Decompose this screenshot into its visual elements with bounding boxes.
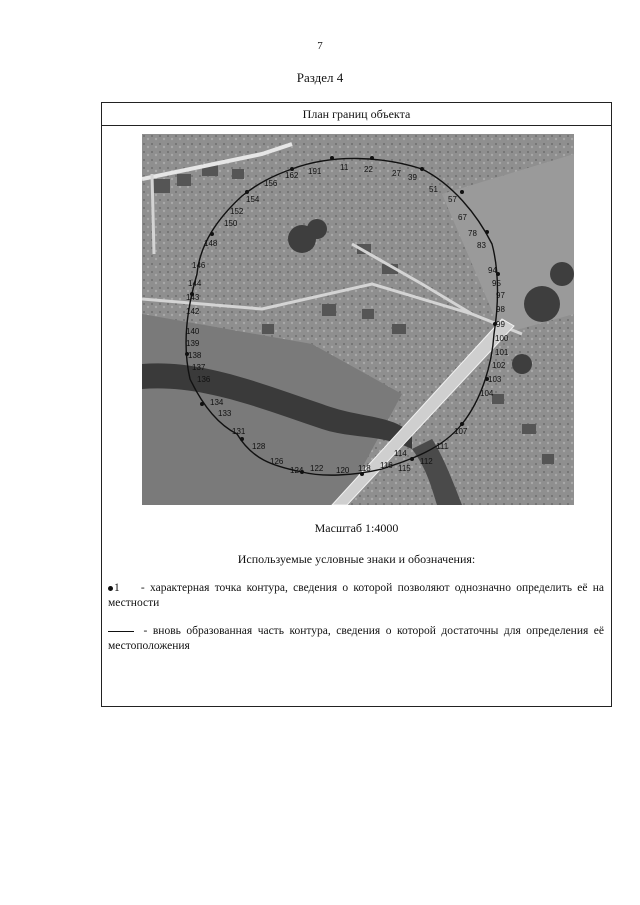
point-label: 57 — [448, 195, 457, 204]
point-label: 120 — [336, 466, 350, 475]
point-label: 142 — [186, 307, 200, 316]
point-label: 143 — [186, 293, 200, 302]
point-label: 39 — [408, 173, 417, 182]
point-label: 104 — [480, 389, 494, 398]
point-label: 138 — [188, 351, 202, 360]
point-label: 95 — [492, 279, 501, 288]
point-label: 78 — [468, 229, 477, 238]
point-label: 97 — [496, 291, 505, 300]
point-label: 22 — [364, 165, 373, 174]
contour-line-icon — [108, 631, 134, 632]
point-label: 126 — [270, 457, 284, 466]
section-title: Раздел 4 — [296, 70, 344, 85]
legend-point-text: - характерная точка контура, сведения о которой позволяют однозначно определить её на местности — [108, 582, 604, 609]
point-label: 115 — [398, 464, 411, 473]
point-marker-icon — [108, 586, 113, 591]
point-label: 114 — [394, 449, 407, 458]
point-label: 112 — [420, 457, 433, 466]
road — [152, 174, 154, 254]
legend-item-line — [108, 624, 604, 654]
point-label: 133 — [218, 409, 232, 418]
point-label: 150 — [224, 219, 238, 228]
point-label: 146 — [192, 261, 206, 270]
point-label: 51 — [429, 185, 438, 194]
point-label: 122 — [310, 464, 324, 473]
point-label: 156 — [264, 179, 278, 188]
point-label: 131 — [232, 427, 246, 436]
point-label: 136 — [197, 375, 211, 384]
point-label: 98 — [496, 305, 505, 314]
point-label: 116 — [380, 461, 393, 470]
point-label: 118 — [358, 464, 371, 473]
point-label: 100 — [495, 334, 509, 343]
point-label: 191 — [308, 167, 322, 176]
point-label: 134 — [210, 398, 224, 407]
point-label: 94 — [488, 266, 497, 275]
point-label: 103 — [488, 375, 502, 384]
point-label: 99 — [496, 320, 505, 329]
point-label: 83 — [477, 241, 486, 250]
frame-header: План границ объекта — [102, 103, 611, 126]
legend-point-label: 1 — [114, 582, 120, 594]
point-label: 140 — [186, 327, 200, 336]
point-label: 107 — [454, 427, 468, 436]
aerial-map — [142, 134, 574, 505]
point-label: 162 — [285, 171, 299, 180]
legend-line-text: - вновь образованная часть контура, сведения о которой достаточны для определения её местоположения — [108, 625, 605, 652]
point-label: 124 — [290, 466, 304, 475]
point-label: 67 — [458, 213, 467, 222]
boundary-plan-frame — [101, 102, 612, 707]
point-label: 137 — [192, 363, 206, 372]
point-label: 11 — [340, 163, 349, 172]
point-label: 139 — [186, 339, 200, 348]
page-number: 7 — [317, 40, 323, 52]
point-label: 102 — [492, 361, 506, 370]
map-scale: Масштаб 1:4000 — [314, 521, 399, 535]
legend-item-point — [108, 581, 604, 611]
point-label: 128 — [252, 442, 266, 451]
point-label: 144 — [188, 279, 202, 288]
point-label: 111 — [436, 442, 449, 451]
point-label: 152 — [230, 207, 244, 216]
point-label: 27 — [392, 169, 401, 178]
legend-title: Используемые условные знаки и обозначения: — [237, 552, 476, 566]
point-label: 101 — [495, 348, 509, 357]
point-label: 148 — [204, 239, 218, 248]
point-label: 154 — [246, 195, 260, 204]
